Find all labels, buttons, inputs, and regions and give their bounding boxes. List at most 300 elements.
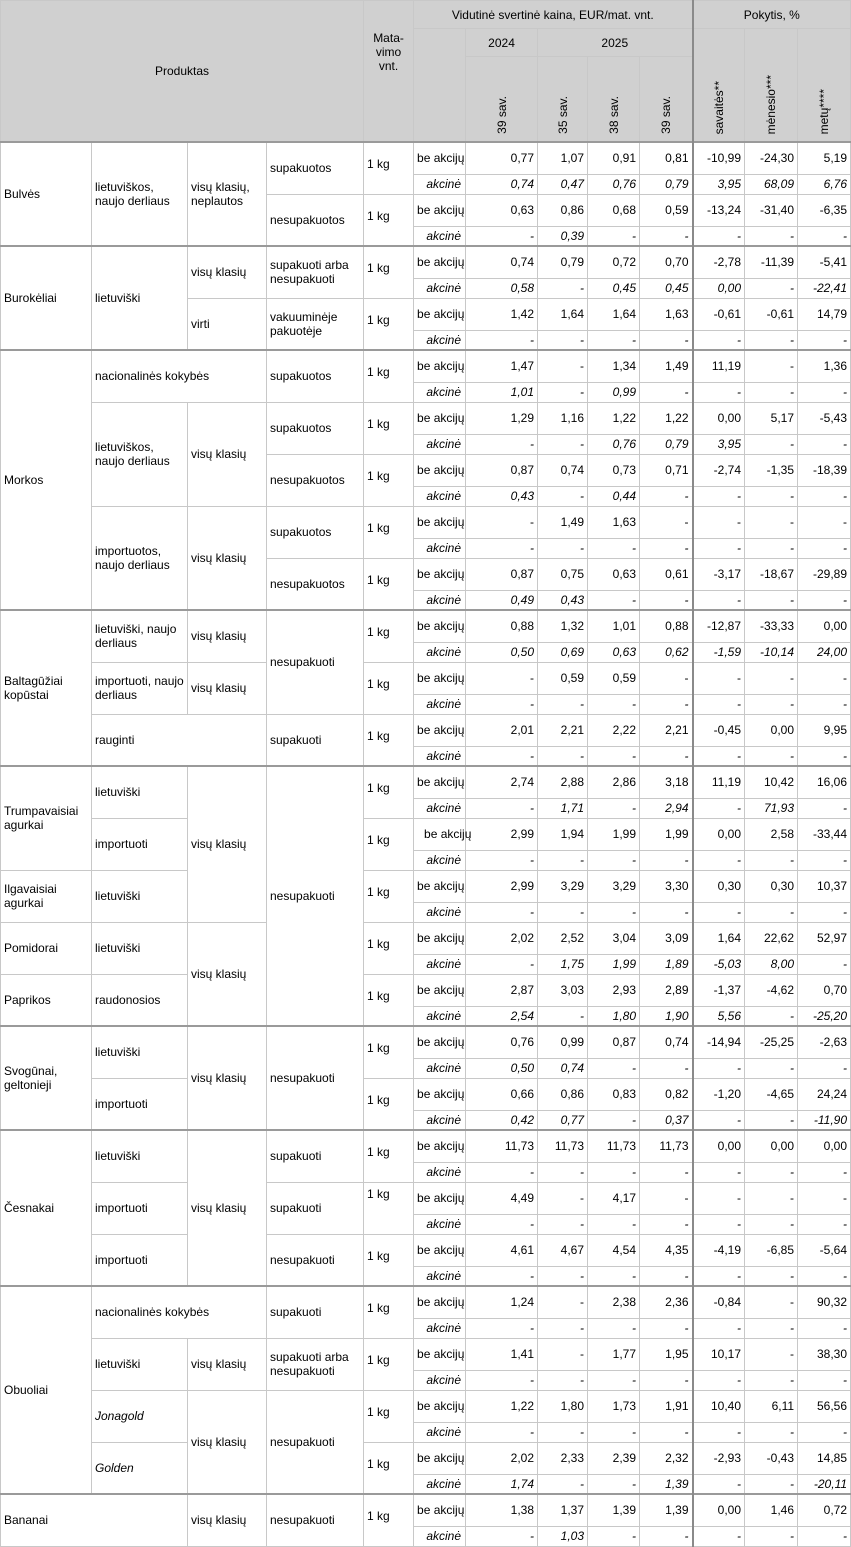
promo-type-label: akcinė: [414, 1110, 466, 1130]
price-2024-w39-cell: 2,54: [466, 1006, 538, 1026]
packaging-cell: nesupakuoti: [267, 1026, 364, 1130]
price-2025-w39-cell: 3,09: [640, 922, 693, 954]
price-2025-w39-cell: 0,88: [640, 610, 693, 642]
change-week-cell: -: [693, 1162, 745, 1182]
price-2025-w39-cell: 1,63: [640, 298, 693, 330]
price-2025-w35-cell: -: [538, 1370, 588, 1390]
price-2025-w38-cell: -: [588, 1214, 640, 1234]
product-name: Pomidorai: [1, 922, 92, 974]
price-2025-w38-cell: 1,73: [588, 1390, 640, 1422]
origin-cell: lietuviškos, naujo derliaus: [92, 142, 188, 246]
price-2025-w35-cell: 11,73: [538, 1130, 588, 1162]
table-row: [1, 662, 851, 694]
packaging-cell: nesupakuotos: [267, 194, 364, 246]
promo-type-label: akcinė: [414, 954, 466, 974]
price-2024-w39-cell: -: [466, 1526, 538, 1546]
price-2025-w38-cell: -: [588, 330, 640, 350]
price-2025-w35-cell: 3,03: [538, 974, 588, 1006]
change-year-cell: -: [798, 1370, 851, 1390]
price-2025-w35-cell: 1,80: [538, 1390, 588, 1422]
price-2025-w39-cell: -: [640, 850, 693, 870]
unit-cell: 1 kg: [364, 974, 414, 1026]
product-name: Trumpavaisiai agurkai: [1, 766, 92, 870]
class-cell: visų klasių: [188, 662, 267, 714]
price-2025-w38-cell: 1,80: [588, 1006, 640, 1026]
price-2024-w39-cell: 0,74: [466, 174, 538, 194]
unit-header: Mata-vimo vnt.: [364, 1, 414, 143]
table-row: [1, 246, 851, 278]
table-row: [1, 142, 851, 174]
price-2025-w38-cell: -: [588, 850, 640, 870]
price-2025-w39-cell: 1,49: [640, 350, 693, 382]
change-month-cell: -: [745, 1370, 798, 1390]
packaging-cell: supakuotos: [267, 402, 364, 454]
change-year-cell: -5,43: [798, 402, 851, 434]
table-row: [1, 1286, 851, 1318]
regular-type-label: be akcijų: [414, 1338, 466, 1370]
price-2025-w35-cell: 0,77: [538, 1110, 588, 1130]
price-2024-w39-cell: -: [466, 902, 538, 922]
promo-type-label: akcinė: [414, 902, 466, 922]
change-year-cell: -: [798, 662, 851, 694]
origin-cell: lietuviški: [92, 766, 188, 818]
change-year-cell: -: [798, 1318, 851, 1338]
price-2025-w35-cell: 0,74: [538, 454, 588, 486]
class-cell: visų klasių, neplautos: [188, 142, 267, 246]
price-2024-w39-cell: 0,63: [466, 194, 538, 226]
price-2024-w39-cell: 0,77: [466, 142, 538, 174]
change-year-cell: -25,20: [798, 1006, 851, 1026]
price-2025-w35-cell: 4,67: [538, 1234, 588, 1266]
product-name: Česnakai: [1, 1130, 92, 1286]
change-month-cell: -: [745, 1474, 798, 1494]
unit-cell: 1 kg: [364, 1078, 414, 1130]
change-year-cell: -: [798, 1058, 851, 1078]
price-2025-w35-cell: -: [538, 1286, 588, 1318]
change-week-cell: 3,95: [693, 174, 745, 194]
change-week-cell: -2,78: [693, 246, 745, 278]
change-month-cell: -: [745, 1110, 798, 1130]
price-2025-w39-cell: -: [640, 1182, 693, 1214]
price-2025-w39-cell: 0,59: [640, 194, 693, 226]
price-2025-w39-cell: 4,35: [640, 1234, 693, 1266]
class-cell: visų klasių: [188, 1026, 267, 1130]
price-2025-w38-cell: 0,83: [588, 1078, 640, 1110]
class-cell: visų klasių: [188, 610, 267, 662]
change-month-cell: -: [745, 278, 798, 298]
week-header-2024-39: 39 sav.: [466, 57, 538, 143]
price-2024-w39-cell: -: [466, 1162, 538, 1182]
price-2025-w35-cell: -: [538, 1338, 588, 1370]
price-2025-w38-cell: -: [588, 590, 640, 610]
change-week-cell: 1,64: [693, 922, 745, 954]
origin-cell: importuoti: [92, 1182, 188, 1234]
change-year-cell: -18,39: [798, 454, 851, 486]
unit-cell: 1 kg: [364, 454, 414, 506]
price-2025-w35-cell: 0,86: [538, 1078, 588, 1110]
price-2025-w35-cell: -: [538, 1006, 588, 1026]
product-name: Morkos: [1, 350, 92, 610]
price-2025-w38-cell: 0,63: [588, 558, 640, 590]
price-2025-w35-cell: 2,88: [538, 766, 588, 798]
change-year-cell: 6,76: [798, 174, 851, 194]
table-header: [1, 1, 851, 143]
price-2024-w39-cell: 1,42: [466, 298, 538, 330]
table-body: [1, 142, 851, 1546]
price-2025-w38-cell: -: [588, 1110, 640, 1130]
price-2024-w39-cell: -: [466, 798, 538, 818]
table-row: [1, 1390, 851, 1422]
product-header: Produktas: [1, 1, 364, 143]
price-2025-w38-cell: 0,76: [588, 434, 640, 454]
price-2025-w35-cell: -: [538, 486, 588, 506]
change-month-cell: -: [745, 1338, 798, 1370]
price-2025-w35-cell: -: [538, 1214, 588, 1234]
change-month-cell: -: [745, 662, 798, 694]
table-row: [1, 610, 851, 642]
regular-type-label: be akcijų: [414, 402, 466, 434]
price-2025-w38-cell: 3,04: [588, 922, 640, 954]
change-year-cell: -: [798, 226, 851, 246]
change-year-cell: -33,44: [798, 818, 851, 850]
regular-type-label: be akcijų: [414, 1234, 466, 1266]
price-2025-w35-cell: 1,32: [538, 610, 588, 642]
change-week-cell: -: [693, 746, 745, 766]
regular-type-label: be akcijų: [414, 610, 466, 642]
change-month-cell: -: [745, 330, 798, 350]
regular-type-label: be akcijų: [414, 870, 466, 902]
price-2024-w39-cell: -: [466, 434, 538, 454]
packaging-cell: supakuotos: [267, 350, 364, 402]
change-month-cell: -: [745, 590, 798, 610]
price-2025-w35-cell: 2,33: [538, 1442, 588, 1474]
change-year-cell: -: [798, 1182, 851, 1214]
price-2024-w39-cell: 1,29: [466, 402, 538, 434]
price-2025-w39-cell: 11,73: [640, 1130, 693, 1162]
change-year-cell: 90,32: [798, 1286, 851, 1318]
promo-type-label: akcinė: [414, 746, 466, 766]
change-year-cell: -: [798, 434, 851, 454]
month-change-header: mėnesio***: [745, 29, 798, 143]
price-2025-w38-cell: -: [588, 798, 640, 818]
price-2024-w39-cell: 1,01: [466, 382, 538, 402]
change-month-cell: -: [745, 1266, 798, 1286]
change-week-cell: -1,37: [693, 974, 745, 1006]
change-year-cell: -: [798, 902, 851, 922]
change-week-cell: -4,19: [693, 1234, 745, 1266]
unit-cell: 1 kg: [364, 922, 414, 974]
unit-cell: 1 kg: [364, 1338, 414, 1390]
price-2025-w38-cell: -: [588, 746, 640, 766]
promo-type-label: akcinė: [414, 850, 466, 870]
change-month-cell: -: [745, 486, 798, 506]
change-month-cell: 0,30: [745, 870, 798, 902]
change-week-cell: 0,00: [693, 402, 745, 434]
packaging-cell: nesupakuotos: [267, 454, 364, 506]
change-year-cell: -: [798, 590, 851, 610]
price-2024-w39-cell: -: [466, 330, 538, 350]
change-week-cell: -3,17: [693, 558, 745, 590]
price-2024-w39-cell: 2,74: [466, 766, 538, 798]
packaging-cell: nesupakuoti: [267, 1234, 364, 1286]
class-cell: visų klasių: [188, 766, 267, 922]
class-cell: visų klasių: [188, 246, 267, 298]
promo-type-label: akcinė: [414, 1162, 466, 1182]
price-2025-w38-cell: 1,01: [588, 610, 640, 642]
price-2025-w38-cell: -: [588, 1162, 640, 1182]
price-2025-w39-cell: 3,30: [640, 870, 693, 902]
promo-type-label: akcinė: [414, 1058, 466, 1078]
price-2025-w38-cell: 1,77: [588, 1338, 640, 1370]
price-2024-w39-cell: 4,61: [466, 1234, 538, 1266]
change-month-cell: -: [745, 902, 798, 922]
change-year-cell: -: [798, 506, 851, 538]
price-2025-w38-cell: -: [588, 1370, 640, 1390]
price-2025-w39-cell: -: [640, 506, 693, 538]
promo-type-label: akcinė: [414, 1526, 466, 1546]
price-2024-w39-cell: 0,66: [466, 1078, 538, 1110]
price-2025-w39-cell: 0,82: [640, 1078, 693, 1110]
unit-cell: 1 kg: [364, 610, 414, 662]
promo-type-label: akcinė: [414, 174, 466, 194]
regular-type-label: be akcijų: [414, 1078, 466, 1110]
price-2025-w35-cell: 0,86: [538, 194, 588, 226]
price-2025-w35-cell: 0,79: [538, 246, 588, 278]
change-year-cell: -: [798, 850, 851, 870]
price-2024-w39-cell: 1,47: [466, 350, 538, 382]
price-2025-w35-cell: 2,52: [538, 922, 588, 954]
regular-type-label: be akcijų: [414, 1182, 466, 1214]
change-header: Pokytis, %: [693, 1, 851, 29]
change-year-cell: 0,00: [798, 1130, 851, 1162]
change-year-cell: -2,63: [798, 1026, 851, 1058]
change-month-cell: -6,85: [745, 1234, 798, 1266]
price-2024-w39-cell: 0,49: [466, 590, 538, 610]
price-2025-w38-cell: 2,86: [588, 766, 640, 798]
origin-cell: lietuviški: [92, 870, 188, 922]
regular-type-label: be akcijų: [414, 1026, 466, 1058]
table-row: [1, 974, 851, 1006]
packaging-cell: supakuoti: [267, 1286, 364, 1338]
change-year-cell: -: [798, 538, 851, 558]
price-2025-w39-cell: -: [640, 746, 693, 766]
change-week-cell: -: [693, 1214, 745, 1234]
price-2025-w35-cell: 0,39: [538, 226, 588, 246]
origin-cell: importuoti: [92, 1234, 188, 1286]
origin-cell: lietuviški: [92, 922, 188, 974]
change-week-cell: -: [693, 1182, 745, 1214]
price-2024-w39-cell: 1,38: [466, 1494, 538, 1526]
price-2025-w39-cell: 1,95: [640, 1338, 693, 1370]
change-week-cell: -2,74: [693, 454, 745, 486]
change-week-cell: -: [693, 798, 745, 818]
product-name: Obuoliai: [1, 1286, 92, 1494]
price-2024-w39-cell: -: [466, 1318, 538, 1338]
price-2024-w39-cell: 2,02: [466, 1442, 538, 1474]
price-2024-w39-cell: 2,99: [466, 818, 538, 850]
packaging-cell: supakuotos: [267, 506, 364, 558]
price-2025-w39-cell: -: [640, 1214, 693, 1234]
change-week-cell: 3,95: [693, 434, 745, 454]
change-year-cell: -: [798, 1214, 851, 1234]
week-header-2025-35: 35 sav.: [538, 57, 588, 143]
change-month-cell: -: [745, 1526, 798, 1546]
table-row: [1, 766, 851, 798]
change-month-cell: -10,14: [745, 642, 798, 662]
change-month-cell: -: [745, 850, 798, 870]
origin-cell: lietuviški: [92, 246, 188, 350]
week-header-2025-39: 39 sav.: [640, 57, 693, 143]
origin-cell: importuoti: [92, 818, 188, 870]
table-row: [1, 402, 851, 434]
price-2024-w39-cell: 1,74: [466, 1474, 538, 1494]
price-2025-w38-cell: 0,45: [588, 278, 640, 298]
promo-type-label: akcinė: [414, 226, 466, 246]
unit-cell: 1 kg: [364, 402, 414, 454]
price-2025-w35-cell: 0,99: [538, 1026, 588, 1058]
price-2024-w39-cell: 1,24: [466, 1286, 538, 1318]
price-2025-w39-cell: 2,21: [640, 714, 693, 746]
change-year-cell: 0,70: [798, 974, 851, 1006]
unit-cell: 1 kg: [364, 766, 414, 818]
price-2025-w39-cell: 1,99: [640, 818, 693, 850]
price-2025-w39-cell: 1,22: [640, 402, 693, 434]
price-2025-w39-cell: -: [640, 1370, 693, 1390]
change-week-cell: -: [693, 486, 745, 506]
change-week-cell: -10,99: [693, 142, 745, 174]
price-2025-w35-cell: -: [538, 382, 588, 402]
change-week-cell: 0,30: [693, 870, 745, 902]
price-2025-w35-cell: -: [538, 694, 588, 714]
promo-type-label: akcinė: [414, 486, 466, 506]
change-year-cell: -29,89: [798, 558, 851, 590]
price-2025-w39-cell: -: [640, 382, 693, 402]
change-week-cell: -: [693, 1526, 745, 1546]
price-2025-w39-cell: -: [640, 330, 693, 350]
price-2024-w39-cell: 0,42: [466, 1110, 538, 1130]
price-2025-w35-cell: -: [538, 850, 588, 870]
change-week-cell: -: [693, 1474, 745, 1494]
change-week-cell: -1,59: [693, 642, 745, 662]
price-2024-w39-cell: -: [466, 694, 538, 714]
price-2025-w35-cell: -: [538, 434, 588, 454]
change-month-cell: 6,11: [745, 1390, 798, 1422]
promo-type-label: akcinė: [414, 1318, 466, 1338]
change-week-cell: 10,40: [693, 1390, 745, 1422]
price-2025-w35-cell: -: [538, 902, 588, 922]
table-row: [1, 818, 851, 850]
price-2025-w38-cell: 1,39: [588, 1494, 640, 1526]
change-month-cell: 0,00: [745, 714, 798, 746]
change-year-cell: -: [798, 330, 851, 350]
change-year-cell: -: [798, 798, 851, 818]
change-month-cell: -: [745, 226, 798, 246]
change-month-cell: -: [745, 506, 798, 538]
origin-cell: lietuviški, naujo derliaus: [92, 610, 188, 662]
change-month-cell: -31,40: [745, 194, 798, 226]
price-2025-w38-cell: 1,34: [588, 350, 640, 382]
change-month-cell: -: [745, 538, 798, 558]
price-2025-w39-cell: -: [640, 1058, 693, 1078]
promo-type-label: akcinė: [414, 278, 466, 298]
change-week-cell: -5,03: [693, 954, 745, 974]
change-year-cell: -: [798, 1266, 851, 1286]
change-month-cell: -24,30: [745, 142, 798, 174]
promo-type-label: akcinė: [414, 642, 466, 662]
price-2024-w39-cell: -: [466, 662, 538, 694]
price-2025-w38-cell: 0,72: [588, 246, 640, 278]
table-row: [1, 1494, 851, 1526]
regular-type-label: be akcijų: [414, 246, 466, 278]
price-2025-w38-cell: 1,22: [588, 402, 640, 434]
change-month-cell: -: [745, 1318, 798, 1338]
price-2025-w39-cell: -: [640, 590, 693, 610]
price-2025-w38-cell: 1,99: [588, 818, 640, 850]
change-week-cell: -: [693, 590, 745, 610]
regular-type-label: be akcijų: [414, 766, 466, 798]
change-year-cell: -6,35: [798, 194, 851, 226]
product-name: Svogūnai, geltonieji: [1, 1026, 92, 1130]
change-month-cell: -: [745, 1006, 798, 1026]
price-2025-w38-cell: -: [588, 538, 640, 558]
class-cell: visų klasių: [188, 922, 267, 1026]
price-2025-w39-cell: -: [640, 486, 693, 506]
price-2025-w35-cell: 0,69: [538, 642, 588, 662]
origin-cell: lietuviškos, naujo derliaus: [92, 402, 188, 506]
regular-type-label: be akcijų: [414, 1286, 466, 1318]
change-month-cell: -: [745, 1214, 798, 1234]
unit-cell: 1 kg: [364, 1442, 414, 1494]
price-2025-w39-cell: -: [640, 538, 693, 558]
table-row: [1, 506, 851, 538]
price-2024-w39-cell: -: [466, 954, 538, 974]
year-2024-header: 2024: [466, 29, 538, 57]
origin-cell: rauginti: [92, 714, 267, 766]
price-2025-w38-cell: 4,17: [588, 1182, 640, 1214]
price-2025-w39-cell: 2,36: [640, 1286, 693, 1318]
change-year-cell: 0,72: [798, 1494, 851, 1526]
price-2025-w39-cell: 1,90: [640, 1006, 693, 1026]
change-year-cell: -: [798, 1162, 851, 1182]
price-2024-w39-cell: -: [466, 226, 538, 246]
change-year-cell: 38,30: [798, 1338, 851, 1370]
price-2025-w39-cell: -: [640, 1266, 693, 1286]
price-2025-w38-cell: 0,99: [588, 382, 640, 402]
price-2025-w39-cell: -: [640, 694, 693, 714]
price-2025-w38-cell: -: [588, 1266, 640, 1286]
price-2025-w35-cell: -: [538, 278, 588, 298]
table-row: [1, 714, 851, 746]
change-week-cell: -: [693, 1058, 745, 1078]
change-month-cell: -4,65: [745, 1078, 798, 1110]
promo-type-label: akcinė: [414, 1474, 466, 1494]
change-year-cell: 14,79: [798, 298, 851, 330]
origin-cell: lietuviški: [92, 1338, 188, 1390]
price-2025-w38-cell: 0,87: [588, 1026, 640, 1058]
change-week-cell: -: [693, 694, 745, 714]
week-header-2025-38: 38 sav.: [588, 57, 640, 143]
price-2024-w39-cell: 0,58: [466, 278, 538, 298]
change-week-cell: -1,20: [693, 1078, 745, 1110]
change-week-cell: -: [693, 902, 745, 922]
price-2025-w39-cell: 0,45: [640, 278, 693, 298]
change-month-cell: -18,67: [745, 558, 798, 590]
regular-type-label: be akcijų: [414, 922, 466, 954]
unit-cell: 1 kg: [364, 1494, 414, 1546]
price-2025-w39-cell: 0,79: [640, 174, 693, 194]
price-2025-w35-cell: -: [538, 1422, 588, 1442]
change-year-cell: 56,56: [798, 1390, 851, 1422]
